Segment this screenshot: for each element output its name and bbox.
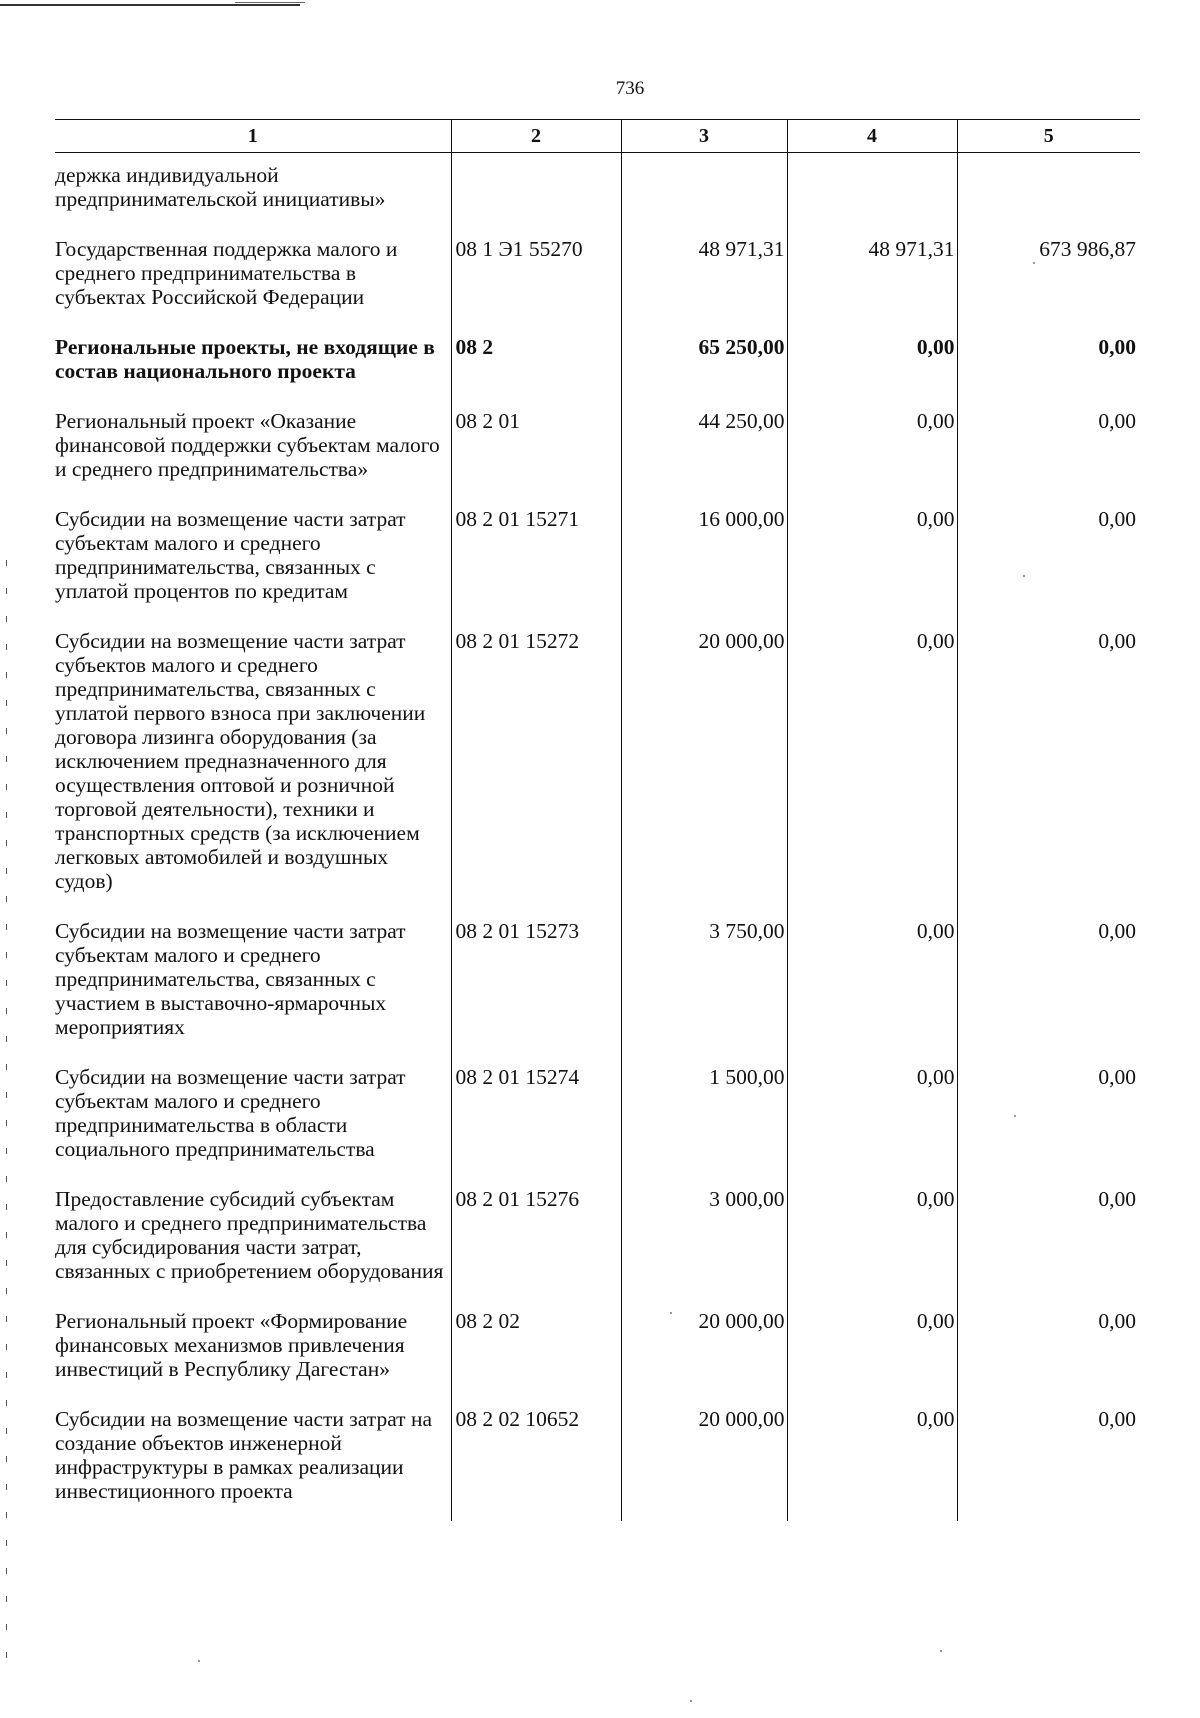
- table-row: [55, 409, 1140, 507]
- row-col3-value: 16 000,00: [621, 507, 787, 629]
- row-col5-value: 0,00: [957, 1407, 1140, 1521]
- table-row: [55, 1407, 1140, 1521]
- row-col4-value: 0,00: [787, 507, 957, 629]
- scan-speck: [1014, 1115, 1016, 1117]
- row-col4-value: 0,00: [787, 1065, 957, 1187]
- column-header: 2: [451, 120, 621, 153]
- row-col4-value: 0,00: [787, 1187, 957, 1309]
- table-row: [55, 919, 1140, 1065]
- row-col4-value: 0,00: [787, 335, 957, 409]
- scan-speck: [940, 1650, 942, 1652]
- row-name: Субсидии на возмещение части затрат субъектам малого и среднего предпринимательства в области социального предпринимательства: [55, 1065, 406, 1161]
- column-header: 3: [621, 120, 787, 153]
- row-col4-value: 48 971,31: [787, 237, 957, 335]
- row-col4-value: 0,00: [787, 409, 957, 507]
- row-col3-value: [621, 153, 787, 238]
- table-row: [55, 1065, 1140, 1187]
- row-col5-value: 0,00: [957, 1309, 1140, 1407]
- column-header: 4: [787, 120, 957, 153]
- table-row: [55, 237, 1140, 335]
- row-code: 08 2 02 10652: [451, 1407, 621, 1521]
- row-col5-value: 0,00: [957, 629, 1140, 919]
- row-col5-value: 0,00: [957, 507, 1140, 629]
- row-code: 08 2 01 15276: [451, 1187, 621, 1309]
- column-header: 5: [957, 120, 1140, 153]
- row-code: 08 2 01 15274: [451, 1065, 621, 1187]
- row-col5-value: 0,00: [957, 919, 1140, 1065]
- row-col5-value: 673 986,87: [957, 237, 1140, 335]
- row-code: 08 2: [451, 335, 621, 409]
- row-code: 08 2 01: [451, 409, 621, 507]
- scan-left-edge: [6, 560, 7, 1660]
- row-code: [451, 153, 621, 238]
- row-code: 08 2 01 15271: [451, 507, 621, 629]
- row-col5-value: 0,00: [957, 1065, 1140, 1187]
- table-row: [55, 1187, 1140, 1309]
- row-col5-value: 0,00: [957, 335, 1140, 409]
- row-col3-value: 3 750,00: [621, 919, 787, 1065]
- row-col3-value: 65 250,00: [621, 335, 787, 409]
- row-col4-value: 0,00: [787, 1309, 957, 1407]
- row-name: Субсидии на возмещение части затрат субъектов малого и среднего предпринимательства, связанных с уплатой первого взноса при заключении договора лизинга оборудования (за исключением предназначенного для осуществления оптовой и розничной торговой деятельности), техники и транспортных средств (за исключением легковых автомобилей и воздушных судов): [55, 629, 426, 893]
- row-name: Региональный проект «Оказание финансовой поддержки субъектам малого и среднего предпринимательства»: [55, 409, 440, 481]
- row-col5-value: [957, 153, 1140, 238]
- scan-edge-line: [235, 2, 305, 3]
- row-code: 08 2 02: [451, 1309, 621, 1407]
- table-row: [55, 507, 1140, 629]
- scan-speck: [670, 1312, 672, 1314]
- table-row: [55, 153, 1140, 238]
- table-body: [55, 153, 1140, 1522]
- scan-speck: [198, 1660, 200, 1662]
- row-name: держка индивидуальной предпринимательской инициативы»: [55, 163, 386, 211]
- table-row: [55, 335, 1140, 409]
- row-name: Предоставление субсидий субъектам малого и среднего предпринимательства для субсидирования части затрат, связанных с приобретением оборудования: [55, 1187, 444, 1283]
- table-header-row: [55, 120, 1140, 153]
- budget-table: [55, 119, 1140, 1521]
- column-header: 1: [55, 120, 451, 153]
- row-col4-value: [787, 153, 957, 238]
- page-number: 736: [615, 78, 645, 99]
- scan-speck: [1023, 575, 1025, 577]
- row-code: 08 1 Э1 55270: [451, 237, 621, 335]
- row-name: Субсидии на возмещение части затрат на создание объектов инженерной инфраструктуры в рамках реализации инвестиционного проекта: [55, 1407, 432, 1503]
- row-code: 08 2 01 15273: [451, 919, 621, 1065]
- row-col5-value: 0,00: [957, 409, 1140, 507]
- row-col3-value: 1 500,00: [621, 1065, 787, 1187]
- row-name: Региональный проект «Формирование финансовых механизмов привлечения инвестиций в Республику Дагестан»: [55, 1309, 408, 1381]
- row-name: Субсидии на возмещение части затрат субъектам малого и среднего предпринимательства, связанных с уплатой процентов по кредитам: [55, 507, 406, 603]
- row-col3-value: 3 000,00: [621, 1187, 787, 1309]
- scan-edge-line: [0, 4, 300, 6]
- row-col4-value: 0,00: [787, 629, 957, 919]
- row-col3-value: 20 000,00: [621, 1309, 787, 1407]
- table-row: [55, 629, 1140, 919]
- row-col5-value: 0,00: [957, 1187, 1140, 1309]
- row-col4-value: 0,00: [787, 919, 957, 1065]
- row-name: Государственная поддержка малого и среднего предпринимательства в субъектах Российской Федерации: [55, 237, 398, 309]
- table-row: [55, 1309, 1140, 1407]
- row-name: Субсидии на возмещение части затрат субъектам малого и среднего предпринимательства, связанных с участием в выставочно-ярмарочных мероприятиях: [55, 919, 406, 1039]
- scan-speck: [1033, 262, 1035, 264]
- row-col4-value: 0,00: [787, 1407, 957, 1521]
- row-col3-value: 20 000,00: [621, 629, 787, 919]
- row-col3-value: 44 250,00: [621, 409, 787, 507]
- row-col3-value: 20 000,00: [621, 1407, 787, 1521]
- row-name: Региональные проекты, не входящие в состав национального проекта: [55, 335, 435, 383]
- row-col3-value: 48 971,31: [621, 237, 787, 335]
- scan-speck: [690, 1700, 692, 1702]
- row-code: 08 2 01 15272: [451, 629, 621, 919]
